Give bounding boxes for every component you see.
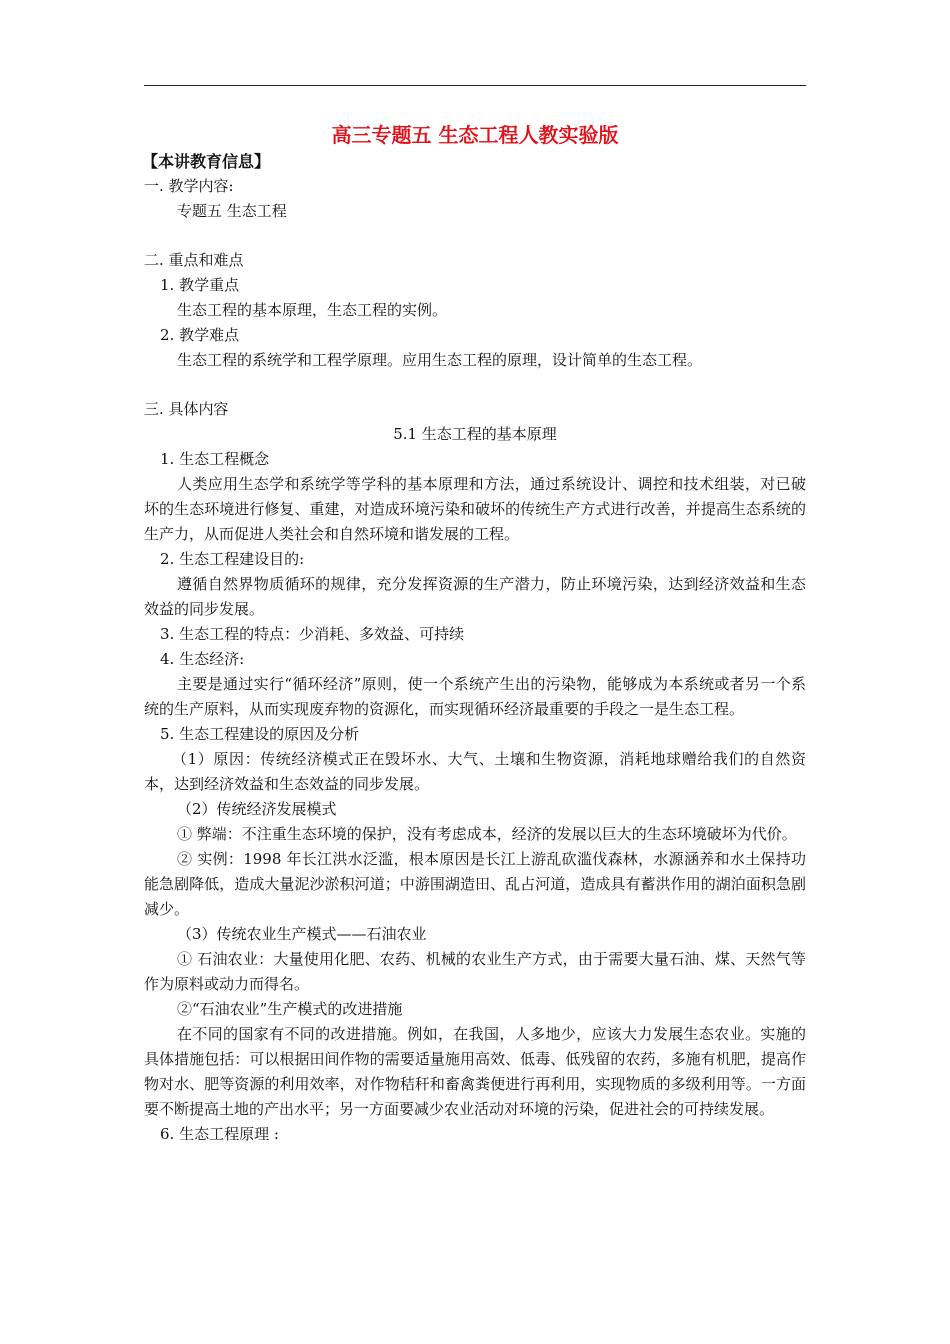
point-5-3c-text: 在不同的国家有不同的改进措施。例如，在我国，人多地少，应该大力发展生态农业。实施的具体措施包括：可以根据田间作物的需要适量施用高效、低毒、低残留的农药，多施有机肥，提高作物对水、肥等资源的利用效率，对作物秸秆和畜禽粪便进行再利用，实现物质的多级利用等。一方面要不断提高土地的产出水平；另一方面要减少农业活动对环境的污染，促进社会的可持续发展。 (144, 1025, 806, 1118)
section-2-item-2: 2. 教学难点 (160, 326, 240, 344)
document-body (144, 120, 806, 1147)
section-2-item-1: 1. 教学重点 (160, 276, 240, 294)
point-5-3b-heading: ②“石油农业”生产模式的改进措施 (177, 1000, 403, 1018)
section-2-heading: 二. 重点和难点 (144, 251, 244, 269)
point-2-text: 遵循自然界物质循环的规律，充分发挥资源的生产潜力，防止环境污染，达到经济效益和生态效益的同步发展。 (144, 575, 806, 618)
spacer (144, 373, 806, 397)
section-2-item-1-text: 生态工程的基本原理，生态工程的实例。 (177, 301, 448, 319)
header-rule (144, 85, 806, 86)
section-label: 【本讲教育信息】 (142, 152, 271, 171)
point-3-heading: 3. 生态工程的特点：少消耗、多效益、可持续 (160, 625, 465, 643)
point-5-3-heading: （3）传统农业生产模式——石油农业 (177, 925, 427, 943)
point-5-heading: 5. 生态工程建设的原因及分析 (160, 725, 360, 743)
section-1-text: 专题五 生态工程 (177, 202, 287, 220)
document-title: 高三专题五 生态工程人教实验版 (331, 123, 619, 147)
section-2-item-2-text: 生态工程的系统学和工程学原理。应用生态工程的原理，设计简单的生态工程。 (177, 351, 703, 369)
section-1-heading: 一. 教学内容: (144, 177, 234, 195)
point-1-text: 人类应用生态学和系统学等学科的基本原理和方法，通过系统设计、调控和技术组装，对已破坏的生态环境进行修复、重建，对造成环境污染和破坏的传统生产方式进行改善，并提高生态系统的生产力，从而促进人类社会和自然环境和谐发展的工程。 (144, 475, 806, 543)
spacer (144, 224, 806, 248)
point-5-2a-text: ① 弊端：不注重生态环境的保护，没有考虑成本，经济的发展以巨大的生态环境破坏为代价。 (177, 825, 797, 843)
point-4-heading: 4. 生态经济: (160, 650, 245, 668)
subsection-heading: 5.1 生态工程的基本原理 (393, 425, 557, 443)
point-5-2-heading: （2）传统经济发展模式 (177, 800, 337, 818)
point-5-2b-text: ② 实例：1998 年长江洪水泛滥，根本原因是长江上游乱砍滥伐森林，水源涵养和水土保持功能急剧降低，造成大量泥沙淤积河道；中游围湖造田、乱占河道，造成具有蓄洪作用的湖泊面积急剧减少。 (144, 850, 806, 918)
section-3-heading: 三. 具体内容 (144, 400, 229, 418)
point-6-heading: 6. 生态工程原理 : (160, 1125, 279, 1143)
point-5-1-text: （1）原因：传统经济模式正在毁坏水、大气、土壤和生物资源，消耗地球赠给我们的自然资本，达到经济效益和生态效益的同步发展。 (144, 750, 806, 793)
point-4-text: 主要是通过实行“循环经济”原则，使一个系统产生出的污染物，能够成为本系统或者另一个系统的生产原料，从而实现废弃物的资源化，而实现循环经济最重要的手段之一是生态工程。 (144, 675, 806, 718)
point-2-heading: 2. 生态工程建设目的: (160, 550, 305, 568)
point-5-3a-text: ① 石油农业：大量使用化肥、农药、机械的农业生产方式，由于需要大量石油、煤、天然气等作为原料或动力而得名。 (144, 950, 806, 993)
point-1-heading: 1. 生态工程概念 (160, 450, 270, 468)
